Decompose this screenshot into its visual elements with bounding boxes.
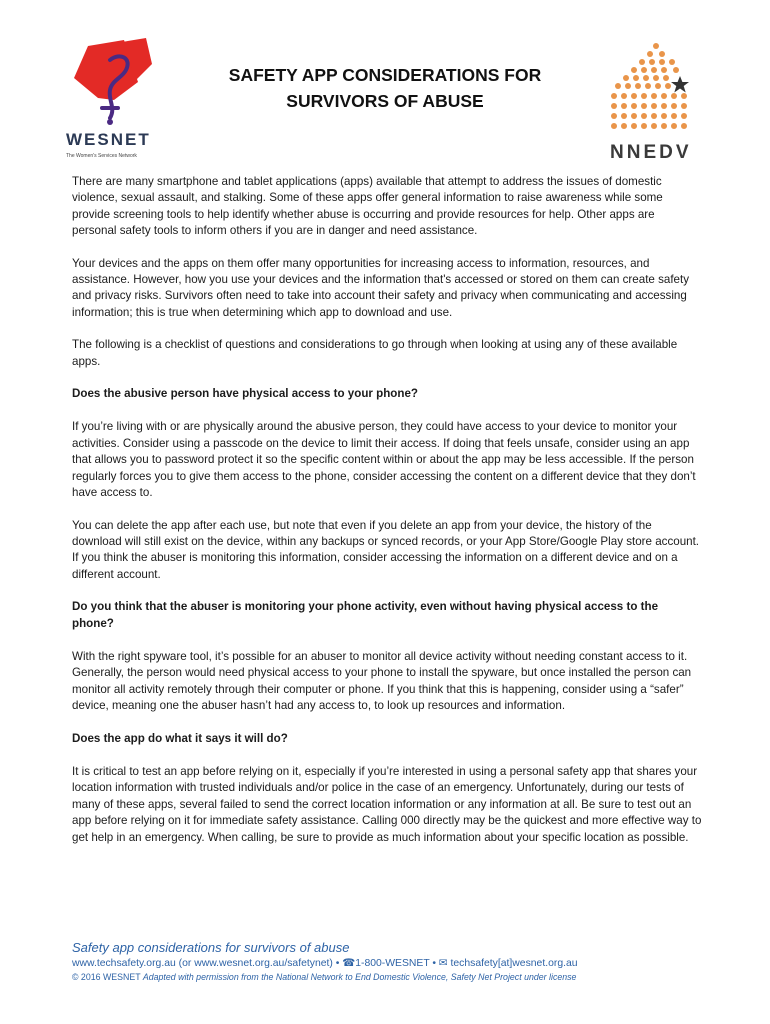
nnedv-logo: [606, 40, 706, 165]
intro-paragraph-1: There are many smartphone and tablet applications (apps) available that attempt to address the issues of domestic violence, sexual assault, and stalking. Some of these apps offer general information to raise awareness while some provide screening tools to help identify whether abuse is occurring and provide resources for help. Other apps are personal safety tools to inform others if you are in danger and need assistance.: [72, 175, 663, 238]
question-3-heading: Does the app do what it says it will do?: [72, 731, 288, 745]
question-2-heading: Do you think that the abuser is monitoring your phone activity, even without having physical access to the phone?: [72, 600, 659, 630]
wesnet-wordmark: WESNET: [66, 130, 151, 149]
footer-contact[interactable]: www.techsafety.org.au (or www.wesnet.org.au/safetynet) • ☎1-800-WESNET • ✉ techsafety[at]wesnet.org.au: [72, 958, 578, 969]
question-1-paragraph-2: You can delete the app after each use, but note that even if you delete an app from your device, the history of the download will still exist on the device, within any backups or synced records, or your App Store/Google Play store account. If you think the abuser is monitoring this information, consider accessing the information on a different device and on a different account.: [72, 518, 700, 581]
page-footer: [72, 940, 712, 984]
license-notice: Adapted with permission from the National Network to End Domestic Violence, Safety Net Project under license: [142, 972, 577, 982]
intro-paragraph-2: Your devices and the apps on them offer many opportunities for increasing access to information, resources, and assistance. However, how you use your devices and the information that's accessed or stored on them can create safety and privacy risks. Survivors often need to take into account their safety and privacy when communicating and accessing information; this is true when determining which app to download and use.: [72, 256, 690, 319]
question-2-paragraph-1: With the right spyware tool, it’s possible for an abuser to monitor all device activity without needing constant access to it. Generally, the person would need physical access to your phone to install the spyware, but once installed the person can monitor all activity remotely through their computer or phone. If you think that this is happening, consider using a “safer” device, meaning one the abuser hasn’t had any access to, to look up resources and information.: [72, 649, 692, 713]
article-body: [72, 174, 702, 862]
nnedv-wordmark: NNEDV: [610, 142, 692, 163]
footer-title: Safety app considerations for survivors of abuse: [72, 940, 350, 955]
wesnet-emblem-icon: [66, 38, 176, 133]
nnedv-house-icon: [606, 40, 706, 135]
title-line-1: SAFETY APP CONSIDERATIONS FOR: [228, 65, 542, 85]
wesnet-logo: [66, 38, 176, 166]
question-1-paragraph-1: If you’re living with or are physically around the abusive person, they could have access to your device to monitor your activities. Consider using a passcode on the device to limit their access. If doing that feels unsafe, consider using an app that allows you to password protect it so the specific content within or about the app may be less accessible. If the person regularly forces you to give them access to the phone, consider accessing the content on a different device that they don’t have access to.: [72, 420, 696, 500]
copyright-notice: © 2016 WESNET: [72, 972, 141, 982]
title-line-2: SURVIVORS OF ABUSE: [286, 91, 484, 111]
question-1-heading: Does the abusive person have physical access to your phone?: [72, 387, 418, 401]
question-3-paragraph-1: It is critical to test an app before relying on it, especially if you’re interested in using a personal safety app that shares your location information with trusted individuals and/or police in the case of an emergency. Unfortunately, during our tests of many of these apps, several failed to send the correct location information or any information at all. Be sure to test out an app before relying on it for immediate safety assistance. Calling 000 directly may be the quickest and more effective way to get help in an emergency. When calling, be sure to provide as much information about your specific location as possible.: [72, 764, 702, 844]
wesnet-tagline: The Women's Services Network: [66, 153, 137, 159]
intro-paragraph-3: The following is a checklist of questions and considerations to go through when looking at using any of these available apps.: [72, 338, 678, 368]
page-title: [185, 62, 585, 114]
footer-copyright: [72, 971, 712, 984]
